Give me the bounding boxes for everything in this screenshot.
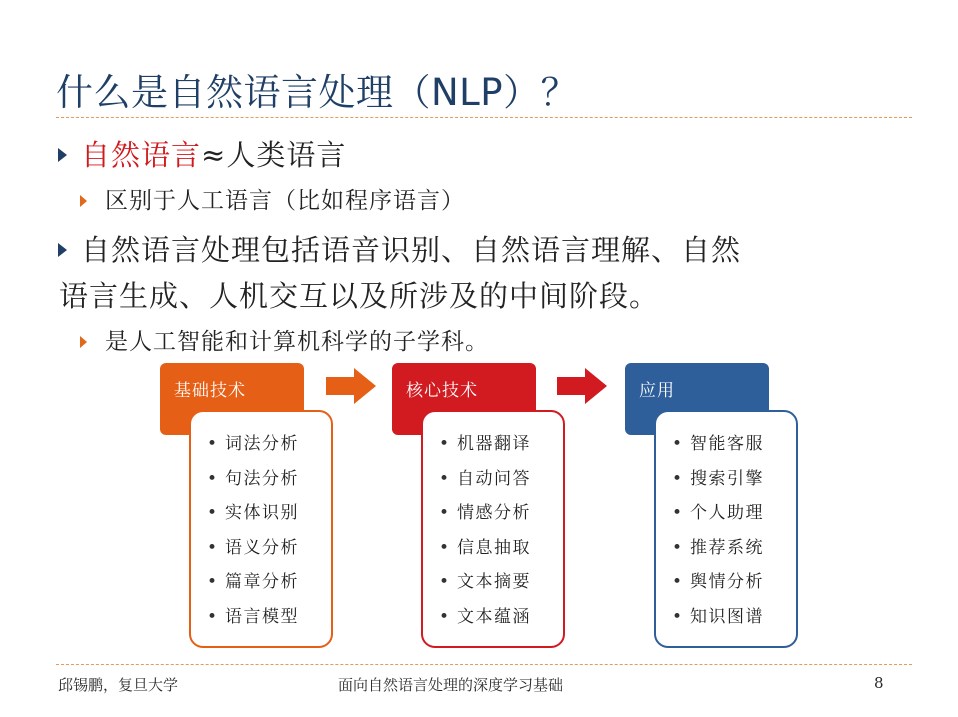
title-divider — [56, 117, 912, 118]
list-item: • 自动问答 — [439, 468, 531, 489]
bullet-1 — [58, 132, 346, 178]
list-item: • 篇章分析 — [207, 572, 299, 593]
list-item: • 文本蕴涵 — [439, 606, 531, 627]
triangle-sub-bullet-icon — [80, 336, 87, 348]
list-item: • 情感分析 — [439, 503, 531, 524]
triangle-bullet-icon — [58, 243, 67, 257]
bullet-1-highlight: 自然语言 — [81, 138, 202, 172]
footer-course: 面向自然语言处理的深度学习基础 — [338, 676, 564, 694]
slide-title: 什么是自然语言处理（NLP）？ — [56, 71, 579, 114]
list-item: • 文本摘要 — [439, 572, 531, 593]
footer-divider — [56, 664, 912, 665]
column-card-core — [421, 410, 565, 648]
list-item: • 信息抽取 — [439, 537, 531, 558]
triangle-bullet-icon — [58, 148, 67, 162]
column-card-basic — [189, 410, 333, 648]
bullet-1-sub — [80, 185, 465, 217]
bullet-2 — [58, 227, 741, 319]
bullet-2-text — [59, 227, 742, 319]
list-item: • 语义分析 — [207, 537, 299, 558]
bullet-1-rest: ≈人类语言 — [201, 138, 347, 172]
bullet-2-line-2: 语言生成、人机交互以及所涉及的中间阶段。 — [59, 279, 660, 313]
bullet-2-sub — [80, 326, 489, 358]
column-header-core: 核心技术 — [392, 363, 536, 435]
list-item: • 句法分析 — [207, 468, 299, 489]
list-item: • 词法分析 — [207, 434, 299, 454]
triangle-sub-bullet-icon — [80, 195, 87, 207]
list-item: • 智能客服 — [672, 434, 764, 454]
page-number: 8 — [874, 674, 884, 692]
bullet-1-sub-text: 区别于人工语言（比如程序语言） — [105, 188, 465, 214]
list-item: • 知识图谱 — [672, 606, 764, 627]
right-arrow-icon — [557, 368, 607, 404]
list-item: • 推荐系统 — [672, 537, 764, 558]
right-arrow-icon — [326, 368, 376, 404]
list-item: • 机器翻译 — [439, 434, 531, 454]
bullet-2-sub-text: 是人工智能和计算机科学的子学科。 — [105, 329, 489, 355]
list-item: • 个人助理 — [672, 503, 764, 524]
column-header-basic: 基础技术 — [160, 363, 304, 435]
bullet-2-line-1: 自然语言处理包括语音识别、自然语言理解、自然 — [81, 233, 742, 267]
list-item: • 语言模型 — [207, 606, 299, 627]
list-item: • 实体识别 — [207, 503, 299, 524]
column-card-apps — [654, 410, 798, 648]
bullet-1-text — [81, 132, 346, 178]
list-item: • 搜索引擎 — [672, 468, 764, 489]
footer-author: 邱锡鹏，复旦大学 — [58, 676, 179, 694]
list-item: • 舆情分析 — [672, 572, 764, 593]
column-header-apps: 应用 — [625, 363, 769, 435]
